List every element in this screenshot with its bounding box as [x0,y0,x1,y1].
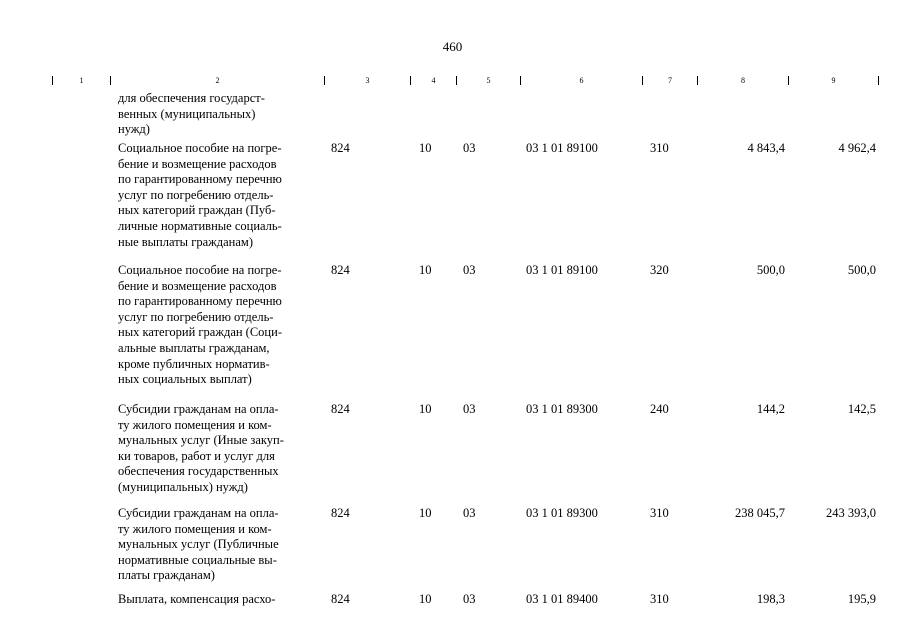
column-header-5: 5 [457,76,521,85]
description-line: ных категорий граждан (Соци- [118,325,282,340]
description-line: бение и возмещение расходов [118,278,277,293]
description-line: платы гражданам) [118,568,215,583]
description-line: мунальных услуг (Публичные [118,537,279,552]
column-header-3: 3 [325,76,411,85]
description-line: Социальное пособие на погре- [118,263,282,277]
description-line: Выплата, компенсация расхо- [118,592,276,606]
cell-ministry-code: 824 [331,402,350,416]
cell-amount-8: 198,3 [756,592,785,606]
description-line: ных социальных выплат) [118,372,252,387]
cell-amount-9: 4 962,4 [838,141,876,155]
cell-section: 10 [419,402,432,416]
page-number: 460 [442,39,463,54]
description-line: мунальных услуг (Иные закуп- [118,433,284,448]
table-row-description [118,263,324,388]
column-header-4: 4 [411,76,457,85]
cell-subsection: 03 [463,506,476,520]
description-line: ту жилого помещения и ком- [118,417,272,432]
column-header-8: 8 [698,76,789,85]
cell-subsection: 03 [463,263,476,277]
description-line: Социальное пособие на погре- [118,141,282,155]
cell-expense-type: 240 [650,402,669,416]
cell-subsection: 03 [463,402,476,416]
cell-subsection: 03 [463,592,476,606]
description-line: кроме публичных норматив- [118,356,270,371]
cell-ministry-code: 824 [331,506,350,520]
description-line: (муниципальных) нужд) [118,479,248,494]
description-line: личные нормативные социаль- [118,218,282,233]
table-row-description [118,592,324,608]
description-line: ных категорий граждан (Пуб- [118,203,276,218]
cell-amount-8: 238 045,7 [735,506,785,520]
column-header-9: 9 [789,76,879,85]
description-line: по гарантированному перечню [118,294,282,309]
cell-ministry-code: 824 [331,592,350,606]
table-row-description [118,91,324,138]
cell-section: 10 [419,263,432,277]
cell-amount-9: 195,9 [847,592,876,606]
table-row-description [118,141,324,250]
column-header-2: 2 [111,76,325,85]
cell-target-article: 03 1 01 89300 [526,402,598,416]
cell-target-article: 03 1 01 89100 [526,141,598,155]
column-header-7: 7 [643,76,698,85]
description-line: ные выплаты гражданам) [118,234,253,249]
description-line: услуг по погребению отдель- [118,309,274,324]
cell-section: 10 [419,141,432,155]
description-line: для обеспечения государст- [118,91,265,105]
cell-expense-type: 310 [650,141,669,155]
cell-target-article: 03 1 01 89100 [526,263,598,277]
cell-amount-9: 142,5 [847,402,876,416]
cell-amount-8: 4 843,4 [747,141,785,155]
description-line: бение и возмещение расходов [118,156,277,171]
column-header-6: 6 [521,76,643,85]
cell-expense-type: 310 [650,506,669,520]
cell-section: 10 [419,592,432,606]
table-row-description [118,402,324,496]
cell-amount-9: 243 393,0 [826,506,876,520]
description-line: нужд) [118,122,150,137]
cell-subsection: 03 [463,141,476,155]
description-line: нормативные социальные вы- [118,552,277,567]
cell-amount-8: 500,0 [756,263,785,277]
cell-section: 10 [419,506,432,520]
description-line: альные выплаты гражданам, [118,340,270,355]
cell-target-article: 03 1 01 89300 [526,506,598,520]
description-line: ту жилого помещения и ком- [118,521,272,536]
description-line: ки товаров, работ и услуг для [118,448,275,463]
column-header-1: 1 [52,76,111,85]
cell-expense-type: 320 [650,263,669,277]
description-line: венных (муниципальных) [118,106,256,121]
cell-ministry-code: 824 [331,263,350,277]
description-line: услуг по погребению отдель- [118,187,274,202]
description-line: Субсидии гражданам на опла- [118,506,279,520]
description-line: Субсидии гражданам на опла- [118,402,279,416]
cell-target-article: 03 1 01 89400 [526,592,598,606]
description-line: обеспечения государственных [118,464,279,479]
cell-ministry-code: 824 [331,141,350,155]
cell-amount-9: 500,0 [847,263,876,277]
table-row-description [118,506,324,584]
cell-expense-type: 310 [650,592,669,606]
cell-amount-8: 144,2 [756,402,785,416]
description-line: по гарантированному перечню [118,172,282,187]
